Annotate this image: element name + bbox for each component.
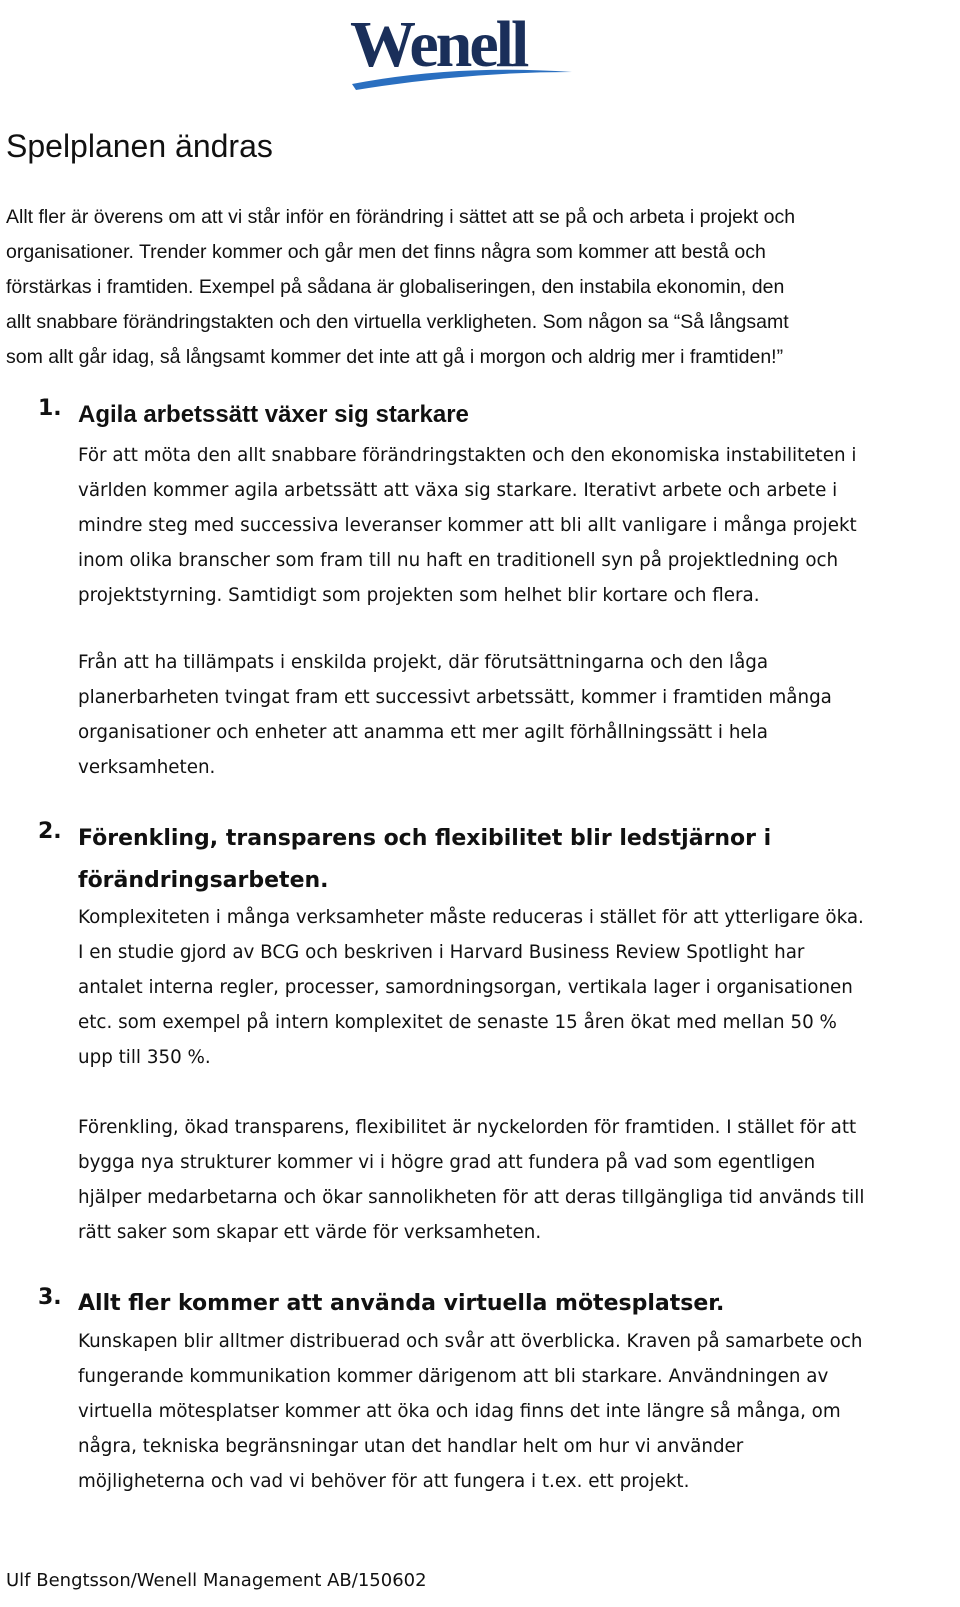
intro-paragraph: Allt fler är överens om att vi står inför en förändring i sättet att se på och arbeta i projekt och organisationer. Trender kommer och går men det finns några som kommer att bestå och förstärkas i framtiden. Exempel på sådana är globaliseringen, den instabila ekonomin, den allt snabbare förändringstakten och den virtuella verkligheten. Som någon sa “Så långsamt som allt går idag, så långsamt kommer det inte att gå i morgon och aldrig mer i framtiden!”	[6, 206, 796, 368]
page-footer: Ulf Bengtsson/Wenell Management AB/150602	[6, 1570, 427, 1591]
section-2-number: 2.	[38, 819, 62, 844]
page-title: Spelplanen ändras	[6, 128, 273, 164]
wenell-logo	[346, 2, 576, 94]
section-1-paragraph-2: Från att ha tillämpats i enskilda projekt, där förutsättningarna och den låga planerbarheten tvingat fram ett successivt arbetssätt, kommer i framtiden många organisationer och enheter att anamma ett mer agilt förhållningssätt i hela verksamheten.	[78, 652, 832, 778]
section-2-heading: Förenkling, transparens och flexibilitet blir ledstjärnor i förändringsarbeten.	[78, 826, 772, 893]
section-1-number: 1.	[38, 396, 62, 421]
section-3-number: 3.	[38, 1285, 62, 1310]
section-2-paragraph-1: Komplexiteten i många verksamheter måste reduceras i stället för att ytterligare öka. I en studie gjord av BCG och beskriven i Harvard Business Review Spotlight har antalet interna regler, processer, samordningsorgan, vertikala lager i organisationen etc. som exempel på intern komplexitet de senaste 15 åren ökat med mellan 50 % upp till 350 %.	[78, 907, 864, 1068]
logo-text: Wenell	[350, 8, 527, 81]
section-2-paragraph-2: Förenkling, ökad transparens, flexibilitet är nyckelorden för framtiden. I stället för att bygga nya strukturer kommer vi i högre grad att fundera på vad som egentligen hjälper medarbetarna och ökar sannolikheten för att deras tillgängliga tid används till rätt saker som skapar ett värde för verksamheten.	[78, 1117, 865, 1243]
section-3-heading: Allt fler kommer att använda virtuella mötesplatser.	[78, 1291, 725, 1316]
section-3-paragraph-1: Kunskapen blir alltmer distribuerad och svår att överblicka. Kraven på samarbete och fungerande kommunikation kommer därigenom att bli starkare. Användningen av virtuella mötesplatser kommer att öka och idag finns det inte längre så många, om några, tekniska begränsningar utan det handlar helt om hur vi använder möjligheterna och vad vi behöver för att fungera i t.ex. ett projekt.	[78, 1331, 863, 1492]
section-1-heading: Agila arbetssätt växer sig starkare	[78, 401, 469, 428]
section-1-paragraph-1: För att möta den allt snabbare förändringstakten och den ekonomiska instabiliteten i världen kommer agila arbetssätt att växa sig starkare. Iterativt arbete och arbete i mindre steg med successiva leveranser kommer att bli allt vanligare i många projekt inom olika branscher som fram till nu haft en traditionell syn på projektledning och projektstyrning. Samtidigt som projekten som helhet blir kortare och flera.	[78, 445, 857, 606]
